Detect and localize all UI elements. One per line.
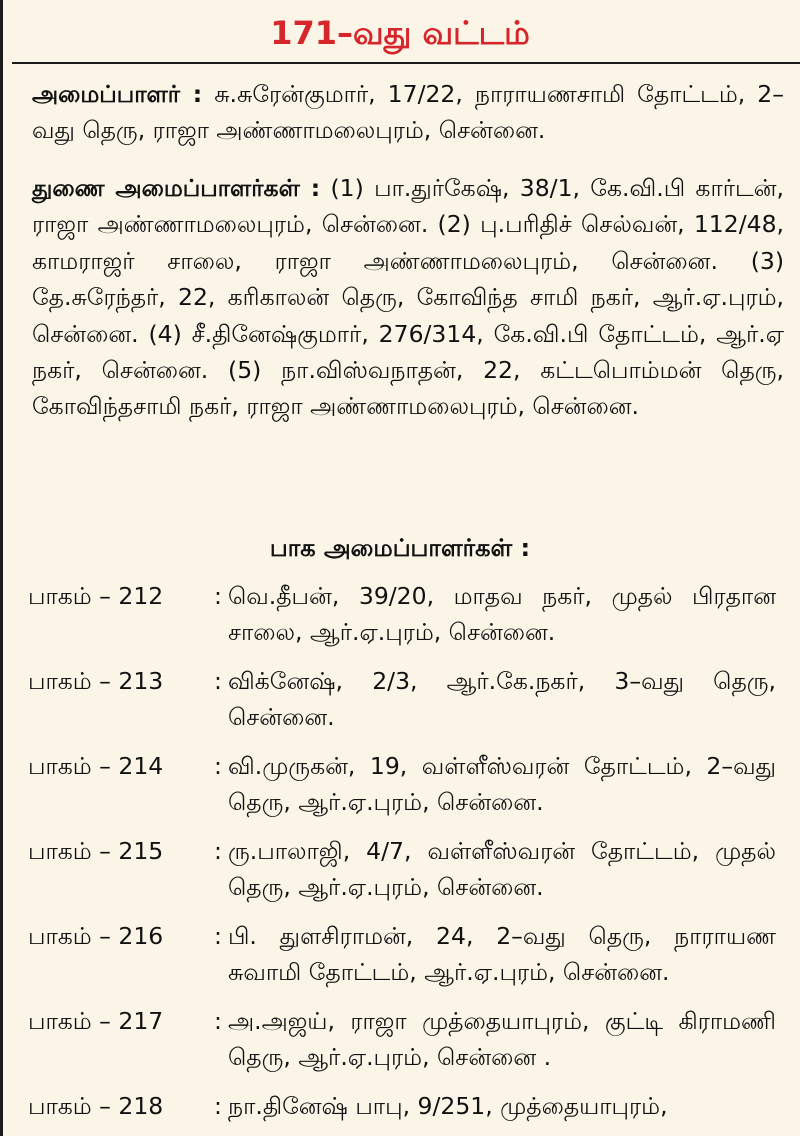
entry-text: விக்னேஷ், 2/3, ஆர்.கே.நகர், 3–வது தெரு, சென்னை. bbox=[228, 667, 776, 732]
entry-text: அ.அஜய், ராஜா முத்தையாபுரம், குட்டி கிராமணி தெரு, ஆர்.ஏ.புரம், சென்னை . bbox=[228, 1007, 776, 1072]
entry-label: பாகம் – 217 bbox=[28, 1007, 164, 1035]
entry-label: பாகம் – 218 bbox=[28, 1092, 164, 1120]
title-divider bbox=[12, 62, 800, 64]
section-heading: பாக அமைப்பாளர்கள் : bbox=[269, 534, 531, 562]
entry-label: பாகம் – 216 bbox=[28, 922, 164, 950]
entry-colon: : bbox=[214, 752, 222, 780]
entry-text: பி. துளசிராமன், 24, 2–வது தெரு, நாராயண சுவாமி தோட்டம், ஆர்.ஏ.புரம், சென்னை. bbox=[228, 922, 776, 987]
entry-label: பாகம் – 213 bbox=[28, 667, 164, 695]
organizer-label: அமைப்பாளர் : bbox=[32, 80, 203, 108]
organizer-text: சு.சுரேன்குமார், 17/22, நாராயணசாமி தோட்டம், 2–வது தெரு, ராஜா அண்ணாமலைபுரம், சென்னை. bbox=[32, 80, 784, 145]
entry-text: வெ.தீபன், 39/20, மாதவ நகர், முதல் பிரதான சாலை, ஆர்.ஏ.புரம், சென்னை. bbox=[228, 582, 776, 647]
deputy-organizers-text: (1) பா.துர்கேஷ், 38/1, கே.வி.பி கார்டன், ராஜா அண்ணாமலைபுரம், சென்னை. (2) பு.பரிதிச் செல்வன், 112/48, காமராஜர் சாலை, ராஜா அண்ணாமலைபுரம், சென்னை. (3) தே.சுரேந்தர், 22, கரிகாலன் தெரு, கோவிந்த சாமி நகர், ஆர்.ஏ.புரம், சென்னை. (4) சீ.தினேஷ்குமார், 276/314, கே.வி.பி தோட்டம், ஆர்.ஏ நகர், சென்னை. (5) நா.விஸ்வநாதன், 22, கட்டபொம்மன் தெரு, கோவிந்தசாமி நகர், ராஜா அண்ணாமலைபுரம், சென்னை. bbox=[32, 174, 784, 421]
entry-label: பாகம் – 215 bbox=[28, 837, 164, 865]
entry-colon: : bbox=[214, 922, 222, 950]
entry-text: வி.முருகன், 19, வள்ளீஸ்வரன் தோட்டம், 2–வது தெரு, ஆர்.ஏ.புரம், சென்னை. bbox=[228, 752, 776, 817]
deputy-organizers-label: துணை அமைப்பாளர்கள் : bbox=[32, 174, 321, 202]
entry-colon: : bbox=[214, 1092, 222, 1120]
entry-label: பாகம் – 212 bbox=[28, 582, 164, 610]
entry-text: ரு.பாலாஜி, 4/7, வள்ளீஸ்வரன் தோட்டம், முதல் தெரு, ஆர்.ஏ.புரம், சென்னை. bbox=[228, 837, 776, 902]
entry-colon: : bbox=[214, 1007, 222, 1035]
entry-label: பாகம் – 214 bbox=[28, 752, 164, 780]
deputy-organizers-paragraph bbox=[32, 170, 784, 425]
organizer-paragraph bbox=[32, 76, 784, 149]
entry-colon: : bbox=[214, 667, 222, 695]
entry-colon: : bbox=[214, 837, 222, 865]
page-title: 171–வது வட்டம் bbox=[270, 14, 530, 52]
entry-colon: : bbox=[214, 582, 222, 610]
entry-text: நா.தினேஷ் பாபு, 9/251, முத்தையாபுரம், bbox=[228, 1092, 668, 1120]
left-border bbox=[0, 0, 3, 1136]
